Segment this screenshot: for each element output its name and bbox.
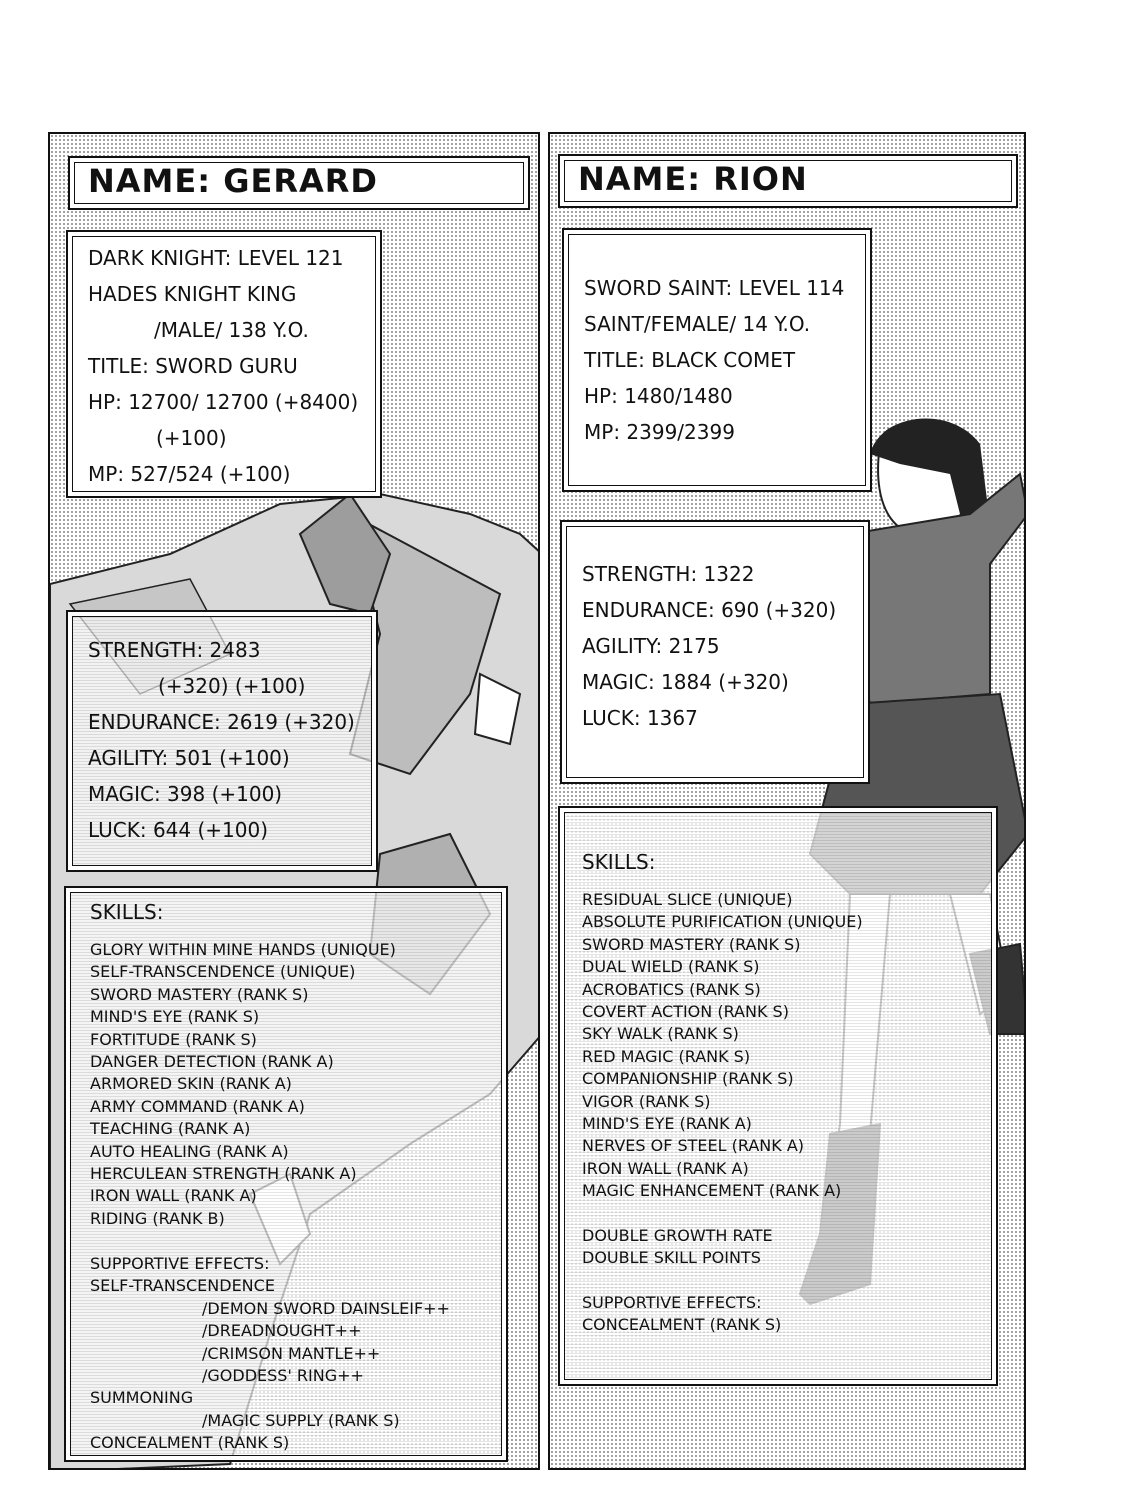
skills-heading: SKILLS: xyxy=(582,850,656,874)
supportive-item: /CRIMSON MANTLE++ xyxy=(202,1344,381,1363)
supportive-item: SUMMONING xyxy=(90,1388,194,1407)
strength: STRENGTH: 1322 xyxy=(582,562,755,586)
supportive-heading: SUPPORTIVE EFFECTS: xyxy=(90,1254,270,1273)
skill-item: SELF-TRANSCENDENCE (UNIQUE) xyxy=(90,962,356,981)
skills-box xyxy=(64,886,508,1462)
mp: MP: 527/524 (+100) xyxy=(88,462,291,486)
skill-item: MAGIC ENHANCEMENT (RANK A) xyxy=(582,1181,842,1200)
skill-item: NERVES OF STEEL (RANK A) xyxy=(582,1136,805,1155)
stats-box xyxy=(66,610,378,872)
gerard-panel xyxy=(48,132,540,1470)
supportive-item: /GODDESS' RING++ xyxy=(202,1366,364,1385)
skill-item: ARMY COMMAND (RANK A) xyxy=(90,1097,305,1116)
hp-bonus: (+100) xyxy=(156,426,227,450)
skill-item: RESIDUAL SLICE (UNIQUE) xyxy=(582,890,793,909)
race: HADES KNIGHT KING xyxy=(88,282,297,306)
skill-item: IRON WALL (RANK A) xyxy=(90,1186,257,1205)
luck: LUCK: 644 (+100) xyxy=(88,818,269,842)
agility: AGILITY: 2175 xyxy=(582,634,720,658)
skill-item: MIND'S EYE (RANK S) xyxy=(90,1007,260,1026)
skill-item: SKY WALK (RANK S) xyxy=(582,1024,739,1043)
extra-item: DOUBLE SKILL POINTS xyxy=(582,1248,761,1267)
name-bar xyxy=(68,156,530,210)
strength-bonus: (+320) (+100) xyxy=(158,674,306,698)
name-bar xyxy=(558,154,1018,208)
skill-item: ABSOLUTE PURIFICATION (UNIQUE) xyxy=(582,912,863,931)
luck: LUCK: 1367 xyxy=(582,706,698,730)
skill-item: RED MAGIC (RANK S) xyxy=(582,1047,751,1066)
skill-item: IRON WALL (RANK A) xyxy=(582,1159,749,1178)
endurance: ENDURANCE: 690 (+320) xyxy=(582,598,837,622)
skill-item: HERCULEAN STRENGTH (RANK A) xyxy=(90,1164,357,1183)
hp: HP: 1480/1480 xyxy=(584,384,733,408)
character-name: NAME: RION xyxy=(578,160,808,198)
skill-item: RIDING (RANK B) xyxy=(90,1209,225,1228)
strength: STRENGTH: 2483 xyxy=(88,638,261,662)
skill-item: SWORD MASTERY (RANK S) xyxy=(582,935,801,954)
gender-age: /MALE/ 138 Y.O. xyxy=(154,318,309,342)
magic: MAGIC: 1884 (+320) xyxy=(582,670,789,694)
class-level: SWORD SAINT: LEVEL 114 xyxy=(584,276,845,300)
skill-item: SWORD MASTERY (RANK S) xyxy=(90,985,309,1004)
extra-item: DOUBLE GROWTH RATE xyxy=(582,1226,773,1245)
title: TITLE: BLACK COMET xyxy=(584,348,796,372)
skill-item: COVERT ACTION (RANK S) xyxy=(582,1002,789,1021)
magic: MAGIC: 398 (+100) xyxy=(88,782,283,806)
supportive-heading: SUPPORTIVE EFFECTS: xyxy=(582,1293,762,1312)
info-box xyxy=(66,230,382,498)
rion-panel xyxy=(548,132,1026,1470)
skill-item: DUAL WIELD (RANK S) xyxy=(582,957,760,976)
endurance: ENDURANCE: 2619 (+320) xyxy=(88,710,355,734)
skill-item: ARMORED SKIN (RANK A) xyxy=(90,1074,292,1093)
skills-box xyxy=(558,806,998,1386)
hp: HP: 12700/ 12700 (+8400) xyxy=(88,390,359,414)
supportive-item: SELF-TRANSCENDENCE xyxy=(90,1276,275,1295)
skill-item: GLORY WITHIN MINE HANDS (UNIQUE) xyxy=(90,940,396,959)
character-name: NAME: GERARD xyxy=(88,162,378,200)
supportive-item: /DEMON SWORD DAINSLEIF++ xyxy=(202,1299,450,1318)
supportive-item: CONCEALMENT (RANK S) xyxy=(90,1433,290,1452)
mp: MP: 2399/2399 xyxy=(584,420,735,444)
skill-item: ACROBATICS (RANK S) xyxy=(582,980,761,999)
class-level: DARK KNIGHT: LEVEL 121 xyxy=(88,246,344,270)
skill-item: MIND'S EYE (RANK A) xyxy=(582,1114,752,1133)
skill-item: AUTO HEALING (RANK A) xyxy=(90,1142,289,1161)
stats-box xyxy=(560,520,870,784)
supportive-item: CONCEALMENT (RANK S) xyxy=(582,1315,782,1334)
skill-item: FORTITUDE (RANK S) xyxy=(90,1030,257,1049)
agility: AGILITY: 501 (+100) xyxy=(88,746,290,770)
skill-item: DANGER DETECTION (RANK A) xyxy=(90,1052,334,1071)
supportive-item: /MAGIC SUPPLY (RANK S) xyxy=(202,1411,400,1430)
skill-item: TEACHING (RANK A) xyxy=(90,1119,251,1138)
info-box xyxy=(562,228,872,492)
skill-item: COMPANIONSHIP (RANK S) xyxy=(582,1069,794,1088)
title: TITLE: SWORD GURU xyxy=(88,354,298,378)
race-gender-age: SAINT/FEMALE/ 14 Y.O. xyxy=(584,312,811,336)
supportive-item: /DREADNOUGHT++ xyxy=(202,1321,362,1340)
skill-item: VIGOR (RANK S) xyxy=(582,1092,711,1111)
skills-heading: SKILLS: xyxy=(90,900,164,924)
